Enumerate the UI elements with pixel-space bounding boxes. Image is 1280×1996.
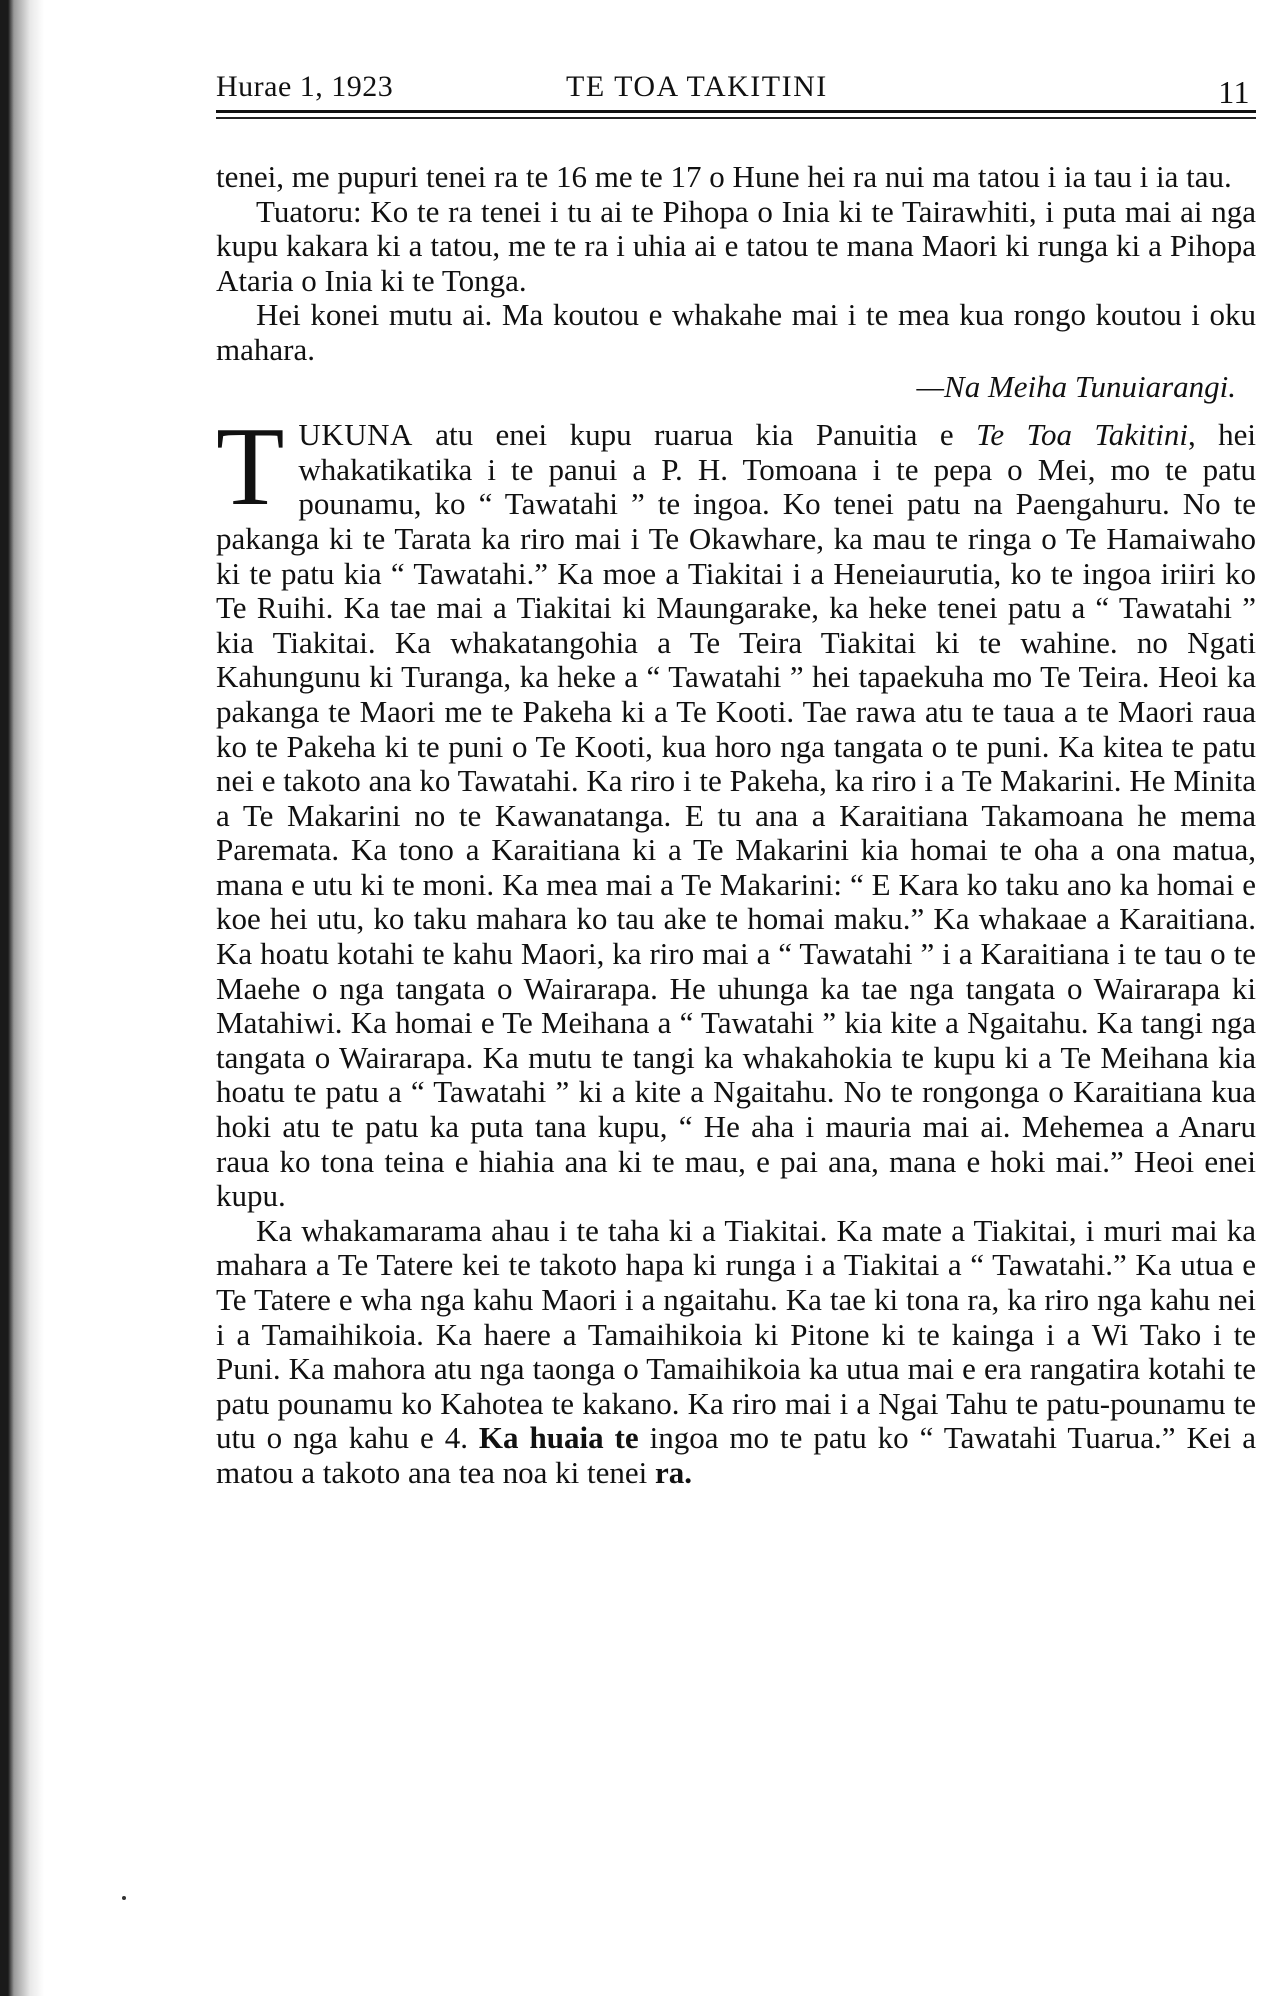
article-text-b: , hei whakatikatika i te panui a P. H. Tomoana i te pepa o Mei, mo te patu pounamu, ko “ Tawatahi ” te ingoa. Ko tenei patu na Paengahuru. No te pakanga ki te Tarata ka riro mai i Te Okawhare, ka mau te ringa o Te Hamaiwaho ki te patu kia “ Tawatahi.” Ka moe a Tiakitai i a Heneiaurutia, ko te ingoa iriiri ko Te Ruihi. Ka tae mai a Tiakitai ki Maungarake, ka heke tenei patu a “ Tawatahi ” kia Tiakitai. Ka whakatangohia a Te Teira Tiakitai ki te wahine. no Ngati Kahungunu ki Turanga, ka heke a “ Tawatahi ” hei tapaekuha mo Te Teira. Heoi ka pakanga te Maori me te Pakeha ki a Te Kooti. Tae rawa atu te taua a te Maori raua ko te Pakeha ki te puni o Te Kooti, kua horo nga tangata o te puni. Ka kitea te patu nei e takoto ana ko Tawatahi. Ka riro i te Pakeha, ka riro i a Te Makarini. He Minita a Te Makarini no te Kawanatanga. E tu ana a Karaitiana Takamoana he mema Paremata. Ka tono a Karaitiana ki a Te Makarini kia homai te oha a ona matua, mana e utu ki te moni. Ka mea mai a Te Makarini: “ E Kara ko taku ano ka homai e koe hei utu, ko taku mahara ko tau ake te homai maku.” Ka whakaae a Karaitiana. Ka hoatu kotahi te kahu Maori, ka riro mai a “ Tawatahi ” i a Karaitiana i te tau o te Maehe o nga tangata o Wairarapa. He uhunga ka tae nga tangata o Wairarapa ki Matahiwi. Ka homai e Te Meihana a “ Tawatahi ” kia kite a Ngaitahu. Ka tangi nga tangata o Wairarapa. Ka mutu te tangi ka whakahokia te kupu ki a Te Meihana kia hoatu te patu a “ Tawatahi ” ki a kite a Ngaitahu. No te rongonga o Karaitiana kua hoki atu te patu ka puta tana kupu, “ He aha i mauria mai ai. Mehemea a Anaru raua ko tona teina e hiahia ana ki te mau, e pai ana, mana e hoki mai.” Heoi enei kupu.: [216, 417, 1256, 1214]
lead-word: UKUNA: [298, 417, 413, 453]
scan-binding-edge: [0, 0, 44, 1996]
signature: —Na Meiha Tunuiarangi.: [916, 368, 1236, 404]
para5-text-b: ingoa mo te patu ko “ Tawatahi Tuarua.” Kei a matou a takoto ana tea noa ki tenei: [216, 1420, 1257, 1490]
publication-title: Te Toa Takitini: [976, 417, 1188, 453]
para5-end: ra.: [655, 1454, 693, 1490]
paragraph-tuatoru: Tuatoru: Ko te ra tenei i tu ai te Pihopa o Inia ki te Tairawhiti, i puta mai ai nga kupu kakara ki a tatou, me te ra i uhia ai e tatou te mana Maori ki runga ki a Pihopa Ataria o Inia ki te Tonga.: [216, 193, 1256, 298]
article-body: [216, 160, 1256, 1491]
paragraph-tukuna: [216, 405, 1256, 1214]
drop-cap: T: [216, 405, 285, 530]
stray-mark: [122, 1896, 126, 1900]
header-title: TE TOA TAKITINI: [566, 70, 828, 103]
running-header: [216, 64, 1256, 114]
paragraph-closing: Hei konei mutu ai. Ma koutou e whakahe mai i te mea kua rongo koutou i oku mahara.: [216, 297, 1256, 367]
paragraph-continued: tenei, me pupuri tenei ra te 16 me te 17 o Hune hei ra nui ma tatou i ia tau i ia tau.: [216, 159, 1232, 194]
header-date: Hurae 1, 1923: [216, 70, 394, 103]
paragraph-whakamarama: [216, 1214, 1256, 1491]
article-text-a: atu enei kupu ruarua kia Panuitia e: [412, 417, 976, 453]
para5-bold: Ka huaia te: [478, 1420, 639, 1456]
page-number: 11: [1218, 74, 1250, 110]
header-rule-thick: [216, 110, 1256, 113]
para5-text-a: Ka whakamarama ahau i te taha ki a Tiakitai. Ka mate a Tiakitai, i muri mai ka mahara a Te Tatere kei te takoto hapa ki runga i a Tiakitai a “ Tawatahi.” Ka utua e Te Tatere e wha nga kahu Maori i a ngaitahu. Ka tae ki tona ra, ka riro nga kahu nei i a Tamaihikoia. Ka haere a Tamaihikoia ki Pitone ki te kainga i a Wi Tako i te Puni. Ka mahora atu nga taonga o Tamaihikoia ka utua mai e era rangatira kotahi te patu pounamu ko Kahotea te kakano. Ka riro mai i a Ngai Tahu te patu-pounamu te utu o nga kahu e 4.: [216, 1212, 1256, 1456]
header-rule-thin: [216, 117, 1256, 119]
